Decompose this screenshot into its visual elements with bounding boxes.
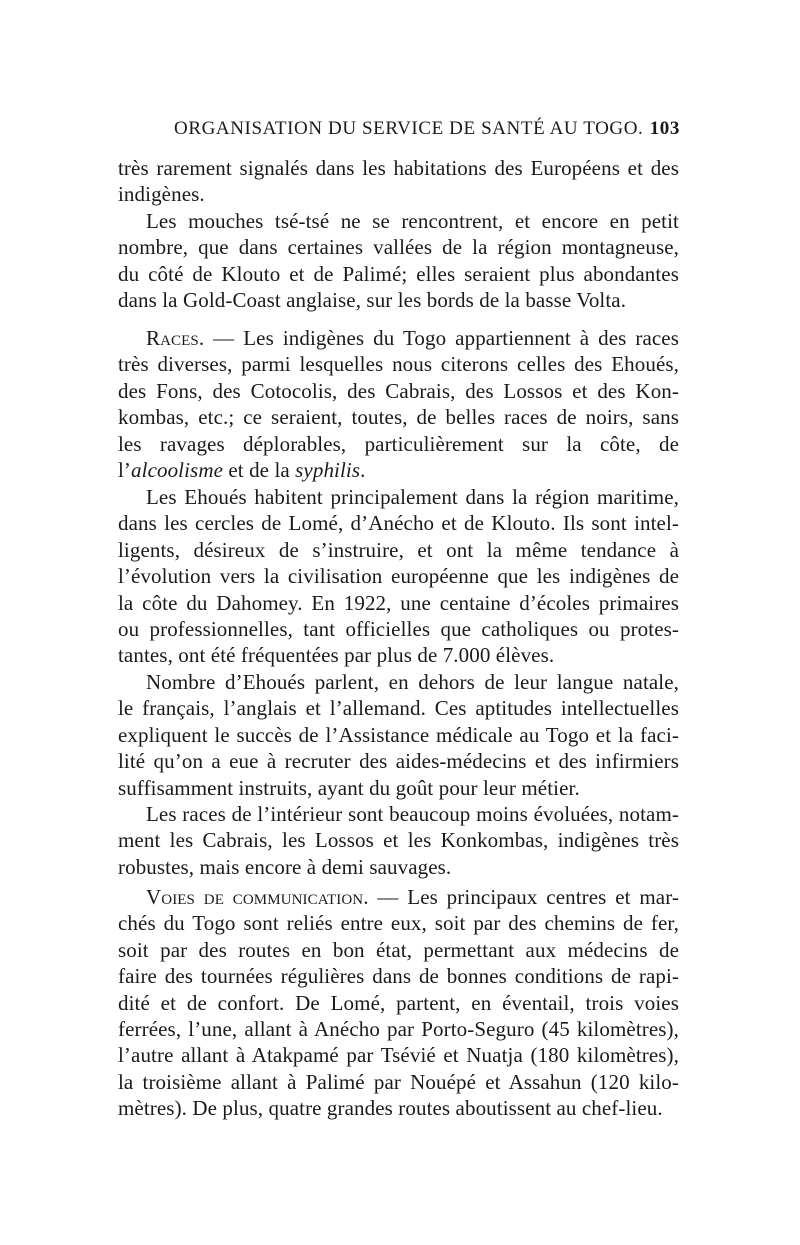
text-line: chés du Togo sont reliés entre eux, soit par des chemins de fer, <box>118 911 679 936</box>
text-line: ferrées, l’une, allant à Anécho par Porto-Seguro (45 kilomètres), <box>118 1016 679 1041</box>
text-line: très rarement signalés dans les habitations des Européens et des <box>118 156 679 180</box>
text-span: . <box>360 457 366 482</box>
text-span: — Les principaux centres et mar- <box>377 885 679 909</box>
text-line: ment les Cabrais, les Lossos et les Konkombas, indigènes très <box>118 828 679 853</box>
text-line: la côte du Dahomey. En 1922, une centaine d’écoles primaires <box>118 590 679 615</box>
text-line: mètres). De plus, quatre grandes routes aboutissent au chef-lieu. <box>118 1096 663 1121</box>
text-line: suffisamment instruits, ayant du goût pour leur métier. <box>118 775 580 800</box>
paragraph-languages <box>118 669 679 801</box>
section-heading-races: Races. <box>146 326 205 350</box>
text-span: — Les indigènes du Togo appartiennent à des races <box>213 326 679 350</box>
text-line: Nombre d’Ehoués parlent, en dehors de leur langue natale, <box>146 670 679 694</box>
text-line: indigènes. <box>118 182 205 207</box>
text-line: du côté de Klouto et de Palimé; elles seraient plus abondantes <box>118 261 679 286</box>
text-line: la troisième allant à Palimé par Nouépé et Assahun (120 kilo- <box>118 1069 679 1094</box>
text-line: Les Ehoués habitent principalement dans la région maritime, <box>146 485 679 509</box>
italic-term: alcoolisme <box>131 457 224 482</box>
text-line: kombas, etc.; ce seraient, toutes, de belles races de noirs, sans <box>118 405 679 430</box>
paragraph-interior <box>118 801 679 880</box>
text-line: dité et de confort. De Lomé, partent, en éventail, trois voies <box>118 990 679 1015</box>
text-line <box>118 325 679 351</box>
paragraph-races <box>118 325 679 483</box>
text-line: très diverses, parmi lesquelles nous citerons celles des Ehoués, <box>118 352 679 377</box>
text-line <box>118 457 679 483</box>
text-line: expliquent le succès de l’Assistance médicale au Togo et la faci- <box>118 722 679 747</box>
text-line: ou professionnelles, tant officielles que catholiques ou protes- <box>118 616 679 641</box>
text-line: les ravages déplorables, particulièrement sur la côte, de <box>118 431 679 456</box>
text-line: nombre, que dans certaines vallées de la région montagneuse, <box>118 235 679 260</box>
section-heading-communication: Voies de communication. <box>146 885 369 909</box>
text-line: dans la Gold-Coast anglaise, sur les bords de la basse Volta. <box>118 287 627 312</box>
page-number: 103 <box>649 118 680 139</box>
text-line: Les races de l’intérieur sont beaucoup moins évoluées, notam- <box>146 802 679 826</box>
running-header <box>114 118 680 150</box>
text-line: l’évolution vers la civilisation européenne que les indigènes de <box>118 564 679 589</box>
paragraph-ehoues <box>118 484 679 669</box>
text-line: soit par des routes en bon état, permettant aux médecins de <box>118 937 679 962</box>
running-title: ORGANISATION DU SERVICE DE SANTÉ AU TOGO. <box>174 118 644 139</box>
text-line: faire des tournées régulières dans de bonnes conditions de rapi- <box>118 964 679 989</box>
text-line: des Fons, des Cotocolis, des Cabrais, des Lossos et des Kon- <box>118 378 679 403</box>
text-line: l’autre allant à Atakpamé par Tsévié et Nuatja (180 kilomètres), <box>118 1043 679 1068</box>
paragraph-tsetse <box>118 155 679 313</box>
text-line: robustes, mais encore à demi sauvages. <box>118 854 452 879</box>
paragraph-communication <box>118 884 679 1122</box>
text-line: ligents, désireux de s’instruire, et ont la même tendance à <box>118 537 679 562</box>
text-line <box>118 884 679 910</box>
text-span: et de la <box>223 457 296 482</box>
text-line: tantes, ont été fréquentées par plus de 7.000 élèves. <box>118 643 555 668</box>
text-span: l’ <box>118 457 132 482</box>
text-line: le français, l’anglais et l’allemand. Ces aptitudes intellectuelles <box>118 696 679 721</box>
italic-term: syphilis <box>295 457 361 482</box>
text-line: dans les cercles de Lomé, d’Anécho et de Klouto. Ils sont intel- <box>118 511 679 536</box>
text-line: lité qu’on a eue à recruter des aides-médecins et des infirmiers <box>118 749 679 774</box>
text-line: Les mouches tsé-tsé ne se rencontrent, et encore en petit <box>146 208 679 233</box>
